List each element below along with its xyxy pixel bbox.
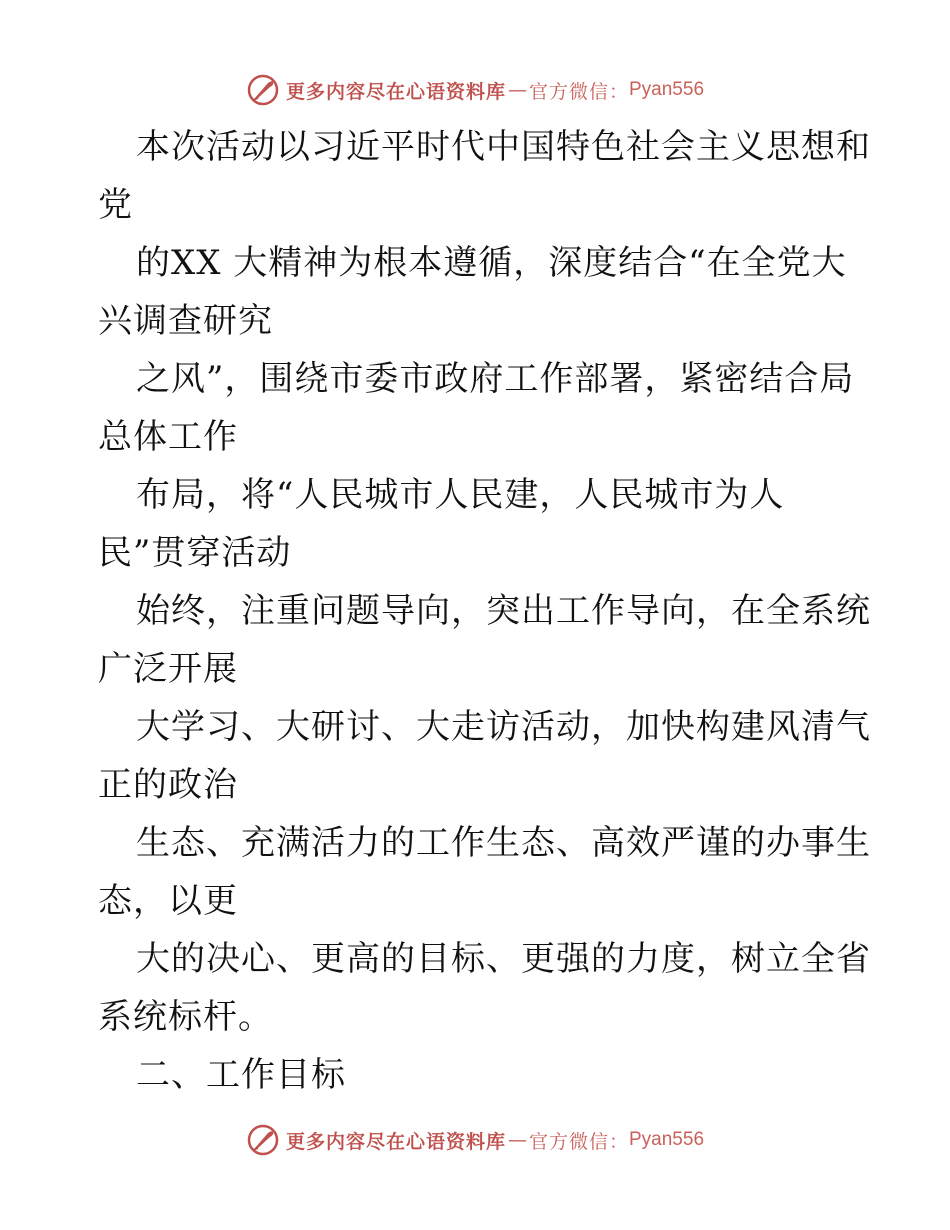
quill-pen-circle-icon: [246, 1123, 280, 1157]
banner-contact-label: 官方微信：: [528, 80, 629, 103]
body-line: 广泛开展: [98, 649, 238, 689]
body-line: 大学习、大研讨、大走访活动，加快构建风清气: [136, 707, 871, 747]
document-body: [98, 118, 871, 1104]
header-watermark-banner: [0, 70, 950, 110]
body-line: 之风”，围绕市委市政府工作部署，紧密结合局: [136, 359, 855, 399]
banner-brand-text: 更多内容尽在心语资料库: [285, 1130, 506, 1153]
banner-contact-label: 官方微信：: [528, 1130, 629, 1153]
body-line: 兴调查研究: [98, 301, 273, 341]
body-line: 本次活动以习近平时代中国特色社会主义思想和: [136, 127, 871, 167]
body-line: 态，以更: [98, 881, 238, 921]
banner-wechat-id: Pyan556: [629, 1129, 705, 1150]
body-line: 系统标杆。: [98, 997, 273, 1037]
quill-pen-circle-icon: [246, 73, 280, 107]
banner-brand-text: 更多内容尽在心语资料库: [285, 80, 506, 103]
body-line: 大的决心、更高的目标、更强的力度，树立全省: [136, 939, 871, 979]
footer-watermark-banner: [0, 1120, 950, 1160]
body-line: 的XX 大精神为根本遵循，深度结合“在全党大: [136, 243, 847, 283]
body-line: 正的政治: [98, 765, 238, 805]
banner-separator: —: [507, 1129, 527, 1151]
section-heading: 二、工作目标: [136, 1055, 346, 1095]
body-line: 党: [98, 185, 133, 225]
banner-separator: —: [507, 79, 527, 101]
body-line: 始终，注重问题导向，突出工作导向，在全系统: [136, 591, 871, 631]
body-line: 布局，将“人民城市人民建，人民城市为人: [136, 475, 785, 515]
body-line: 总体工作: [98, 417, 238, 457]
banner-wechat-id: Pyan556: [629, 79, 705, 100]
body-line: 生态、充满活力的工作生态、高效严谨的办事生: [136, 823, 871, 863]
body-line: 民”贯穿活动: [98, 533, 292, 573]
